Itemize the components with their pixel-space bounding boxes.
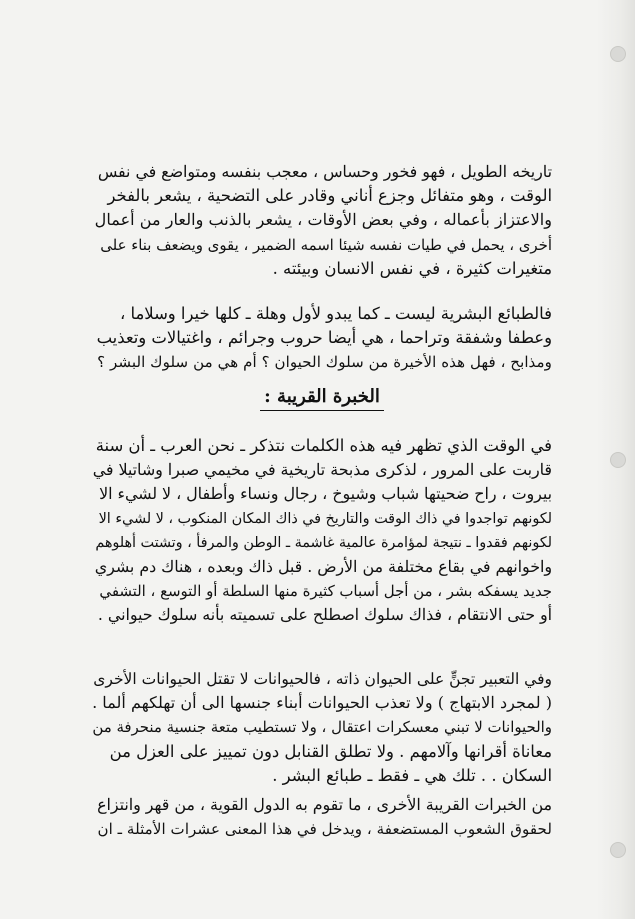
text-line: معاناة أقرانها وآلامهم . ولا تطلق القنابل دون تمييز على العزل من [109, 741, 552, 761]
text-line: والحيوانات لا تبني معسكرات اعتقال ، ولا تستطيب متعة جنسية منحرفة من [92, 718, 552, 737]
text-line: أو حتى الانتقام ، فذاك سلوك اصطلح على تسميته بأنه سلوك حيواني . [97, 605, 552, 625]
section-heading [92, 386, 552, 411]
text-line: السكان . . تلك هي ـ فقط ـ طبائع البشر . [272, 765, 552, 785]
text-line: وعطفا وشفقة وتراحما ، هي أيضا حروب وجرائم ، واغتيالات وتعذيب [96, 328, 552, 348]
text-line: وفي التعبير تجنٍّ على الحيوان ذاته ، فالحيوانات لا تقتل الحيوانات الأخرى [93, 670, 552, 688]
punch-hole [610, 842, 626, 858]
text-line: ( لمجرد الابتهاج ) ولا تعذب الحيوانات أبناء جنسها الى أن تهلكهم ألما . [92, 693, 552, 713]
section-heading-text: الخبرة القريبة : [260, 386, 384, 411]
paragraph-sabra-shatila [92, 434, 552, 628]
punch-hole [610, 452, 626, 468]
text-line: واخوانهم في بقاع مختلفة من الأرض . قبل ذاك وبعده ، هناك دم بشري [94, 557, 552, 577]
text-line: لحقوق الشعوب المستضعفة ، ويدخل في هذا المعنى عشرات الأمثلة ـ ان [97, 820, 552, 839]
paragraph-nature-of-man [92, 160, 552, 281]
paragraph-strong-states [92, 793, 552, 841]
paragraph-animals [92, 667, 552, 788]
text-line: في الوقت الذي تظهر فيه هذه الكلمات نتذكر ـ نحن العرب ـ أن سنة [95, 436, 552, 455]
punch-hole [610, 46, 626, 62]
text-line: متغيرات كثيرة ، في نفس الانسان وبيئته . [272, 258, 552, 278]
text-line: فالطبائع البشرية ليست ـ كما يبدو لأول وهلة ـ كلها خيرا وسلاما ، [120, 304, 552, 323]
text-line: أخرى ، يحمل في طيات نفسه شيئا اسمه الضمير ، يقوى ويضعف بناء على [100, 235, 552, 254]
text-line: قاربت على المرور ، لذكرى مذبحة تاريخية في مخيمي صبرا وشاتيلا في [92, 460, 552, 480]
text-line: لكونهم تواجدوا في ذاك الوقت والتاريخ في ذاك المكان المنكوب ، لا لشيء الا [98, 510, 552, 527]
text-line: بيروت ، راح ضحيتها شباب وشيوخ ، رجال ونساء وأطفال ، لا لشيء الا [99, 484, 552, 504]
text-line: جديد يسفكه بشر ، من أجل أسباب كثيرة منها السلطة أو التوسع ، التشفي [99, 582, 552, 601]
text-line: والاعتزاز بأعماله ، وفي بعض الأوقات ، يشعر بالذنب والعار من أعمال [94, 210, 552, 230]
text-line: ومذابح ، فهل هذه الأخيرة من سلوك الحيوان ؟ أم هي من سلوك البشر ؟ [97, 353, 552, 372]
paragraph-human-traits [92, 302, 552, 375]
text-line: الوقت ، وهو متفائل وجزع أناني وقادر على التضحية ، يشعر بالفخر [107, 186, 552, 206]
text-line: لكونهم فقدوا ـ نتيجة لمؤامرة عالمية غاشمة ـ الوطن والمرفأ ، وتشتت أهلوهم [95, 534, 552, 551]
text-line: من الخبرات القريبة الأخرى ، ما تقوم به الدول القوية ، من قهر وانتزاع [97, 795, 552, 814]
text-line: تاريخه الطويل ، فهو فخور وحساس ، معجب بنفسه ومتواضع في نفس [97, 162, 552, 181]
